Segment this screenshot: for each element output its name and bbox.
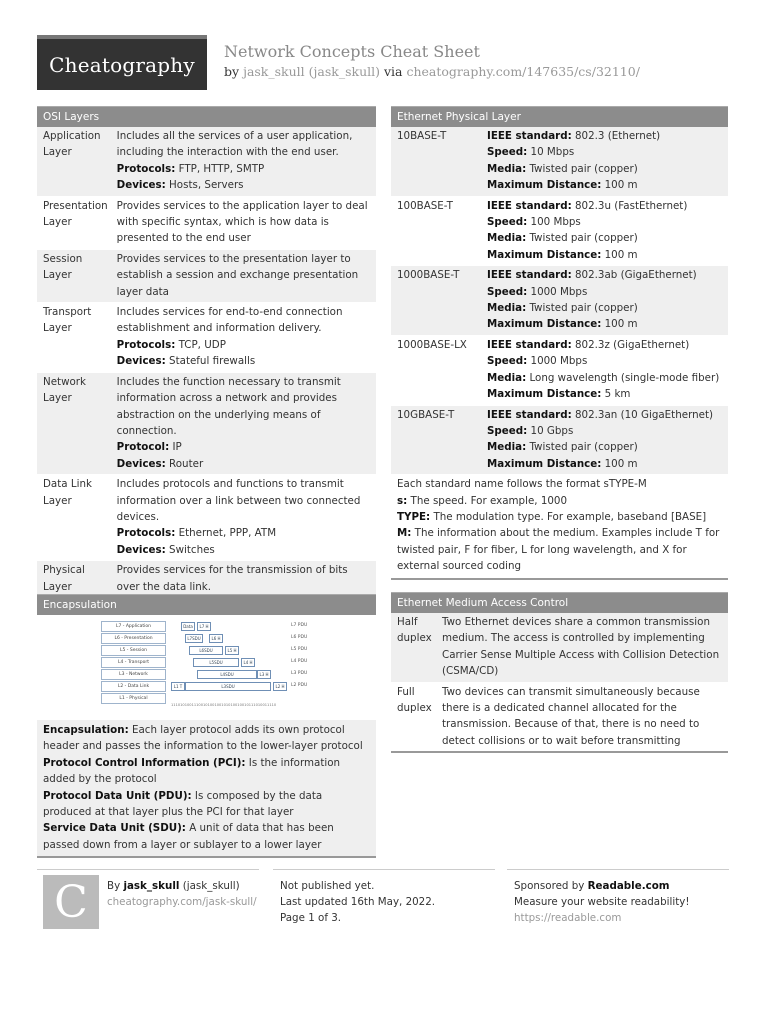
layer-name: Application Layer	[37, 127, 111, 196]
footer-divider	[37, 869, 259, 870]
standard-speed	[487, 353, 725, 369]
footer-author-link[interactable]: jask_skull	[123, 880, 180, 892]
standard-std	[487, 337, 725, 353]
layer-devices	[117, 456, 373, 472]
encapsulation-term-value: Is composed by the data produced at that layer plus the PCI for that layer	[43, 789, 323, 819]
standard-std	[487, 198, 725, 214]
standard-name: 1000BASE-LX	[391, 335, 481, 405]
encapsulation-term-key: Protocol Control Information (PCI):	[43, 756, 246, 769]
page-number: Page 1 of 3.	[280, 912, 342, 925]
standard-max-value: 5 km	[601, 388, 631, 401]
encapsulation-term-key: Service Data Unit (SDU):	[43, 822, 186, 835]
layer-devices-key: Devices:	[116, 457, 166, 470]
standard-max-label: Maximum Distance:	[487, 388, 602, 401]
standard-speed-value: 1000 Mbps	[527, 285, 588, 298]
mac-row	[391, 682, 728, 752]
layer-devices-value: Router	[165, 457, 204, 470]
layer-protocols-value: IP	[169, 441, 182, 454]
layer-name: Data Link Layer	[37, 475, 111, 561]
standard-details	[481, 196, 728, 266]
encapsulation-term-key: Encapsulation:	[43, 724, 129, 736]
cheatography-c-logo[interactable]: C	[43, 875, 99, 929]
layer-details	[111, 249, 376, 302]
section-title: Encapsulation	[37, 594, 376, 615]
standard-max-value: 100 m	[601, 318, 638, 331]
standard-max	[487, 316, 725, 332]
standard-std-value: 802.3z (GigaEthernet)	[571, 338, 690, 351]
diagram-layer-label: L6 - Presentation	[101, 633, 166, 644]
layer-devices	[117, 353, 373, 369]
layer-devices-key: Devices:	[116, 355, 166, 368]
standard-media	[487, 439, 725, 455]
diagram-pdu-label: L2 PDU	[291, 683, 308, 688]
layer-protocols	[117, 525, 373, 541]
layer-name: Presentation Layer	[37, 196, 111, 249]
layer-description: Includes the function necessary to transmit information across a network and provides abstraction on the underlying means of connection.	[116, 375, 341, 437]
layer-details	[111, 372, 376, 474]
note-intro: Each standard name follows the format sTYPE-M	[397, 478, 647, 491]
osi-row	[37, 372, 376, 474]
note-m: M: The information about the medium. Examples include T for twisted pair, F for fiber, L for long wavelength, and X for external sourced coding	[397, 527, 720, 573]
standard-max-label: Maximum Distance:	[487, 248, 602, 261]
diagram-pdu-block: L3SDU	[185, 682, 271, 691]
diagram-pdu-block: L7SDU	[185, 634, 203, 643]
standard-max-label: Maximum Distance:	[487, 457, 602, 470]
diagram-pdu-block: L3 H	[257, 670, 271, 679]
standard-speed-value: 1000 Mbps	[527, 355, 588, 368]
diagram-layer-label: L5 - Session	[101, 645, 166, 656]
encapsulation-term-value: Is the information added by the protocol	[43, 756, 341, 786]
standard-media-value: Twisted pair (copper)	[526, 162, 638, 175]
diagram-pdu-block: L7 H	[197, 622, 211, 631]
diagram-pdu-block: L6SDU	[189, 646, 223, 655]
page-title: Network Concepts Cheat Sheet	[224, 42, 480, 61]
ethernet-standard-row	[391, 335, 728, 405]
standard-speed	[487, 144, 725, 160]
section-title: OSI Layers	[37, 106, 376, 127]
diagram-pdu-block: L5SDU	[193, 658, 239, 667]
standard-speed	[487, 423, 725, 439]
ethernet-physical-section	[391, 106, 728, 580]
layer-name: Session Layer	[37, 249, 111, 302]
diagram-pdu-label: L4 PDU	[291, 659, 308, 664]
layer-details	[111, 475, 376, 561]
standard-max	[487, 386, 725, 402]
layer-devices-value: Hosts, Servers	[165, 179, 244, 192]
layer-protocols-key: Protocols:	[116, 162, 176, 175]
standard-speed-value: 10 Mbps	[527, 146, 575, 159]
diagram-pdu-block: L6 H	[209, 634, 223, 643]
diagram-pdu-label: L6 PDU	[291, 635, 308, 640]
diagram-layer-label: L3 - Network	[101, 669, 166, 680]
diagram-pdu-block: L5 H	[225, 646, 239, 655]
encapsulation-definitions	[37, 720, 376, 858]
diagram-layer-label: L7 - Application	[101, 621, 166, 632]
encapsulation-term	[43, 820, 370, 853]
published-status: Not published yet.	[280, 880, 375, 892]
layer-protocols	[117, 439, 373, 455]
encapsulation-term-value: A unit of data that has been passed down from a layer or sublayer to a lower layer	[43, 822, 334, 851]
standard-media	[487, 370, 725, 386]
diagram-pdu-label: L3 PDU	[291, 671, 308, 676]
standard-std-label: IEEE standard:	[487, 130, 572, 142]
diagram-pdu-block: L1 T	[171, 682, 185, 691]
diagram-layer-label: L4 - Transport	[101, 657, 166, 668]
standard-std-label: IEEE standard:	[487, 269, 572, 282]
mac-table	[391, 613, 728, 753]
layer-details	[111, 196, 376, 249]
diagram-pdu-block: L2 H	[273, 682, 287, 691]
footer-publication	[280, 878, 435, 927]
standard-details	[481, 127, 728, 196]
osi-row	[37, 475, 376, 561]
osi-table	[37, 127, 376, 632]
layer-devices-key: Devices:	[116, 179, 166, 192]
duplex-description: Two devices can transmit simultaneously because there is a dedicated channel allocated for the transmission. Because of that, there is no need to detect collisions or to wait before transmitting	[436, 682, 728, 752]
layer-description: Includes all the services of a user application, including the interaction with the end user.	[116, 130, 353, 159]
layer-protocols-value: TCP, UDP	[175, 338, 226, 351]
layer-devices-key: Devices:	[116, 543, 166, 556]
standard-std-value: 802.3an (10 GigaEthernet)	[571, 408, 714, 421]
standard-speed-label: Speed:	[487, 424, 528, 437]
sponsor-tagline: Measure your website readability!	[514, 896, 690, 909]
layer-description: Provides services to the presentation layer to establish a session and exchange presentation layer data	[116, 252, 359, 298]
layer-description: Provides services to the application layer to deal with specific syntax, which is how data is presented to the end user	[116, 199, 368, 245]
standard-details	[481, 405, 728, 474]
standard-std	[487, 267, 725, 283]
standard-max-label: Maximum Distance:	[487, 179, 602, 192]
standard-media-label: Media:	[487, 162, 527, 175]
osi-layers-section	[37, 106, 376, 632]
encapsulation-term	[43, 755, 370, 788]
byline	[224, 64, 640, 79]
layer-details	[111, 303, 376, 373]
standard-name: 10GBASE-T	[391, 405, 481, 474]
standard-std-value: 802.3 (Ethernet)	[571, 130, 661, 142]
ethernet-standard-row	[391, 266, 728, 336]
footer-sponsor: Sponsored by Readable.com Measure your website readability! https://readable.com	[514, 878, 690, 927]
diagram-pdu-label: L5 PDU	[291, 647, 308, 652]
standard-media-label: Media:	[487, 302, 527, 315]
layer-devices-value: Stateful firewalls	[165, 355, 256, 368]
layer-details	[111, 127, 376, 196]
byline-via: via	[383, 64, 403, 79]
standard-std-label: IEEE standard:	[487, 199, 572, 212]
byline-by: by	[224, 64, 240, 79]
standard-media-label: Media:	[487, 371, 527, 384]
standard-std	[487, 128, 725, 144]
standard-media-label: Media:	[487, 441, 527, 454]
standard-media-value: Twisted pair (copper)	[526, 232, 638, 245]
standard-max	[487, 177, 725, 193]
standard-speed-value: 10 Gbps	[527, 424, 574, 437]
layer-protocols	[117, 161, 373, 177]
last-updated: Last updated 16th May, 2022.	[280, 896, 436, 909]
standard-details	[481, 335, 728, 405]
osi-row	[37, 249, 376, 302]
standard-std-value: 802.3u (FastEthernet)	[571, 199, 688, 212]
diagram-pdu-label: L7 PDU	[291, 623, 308, 628]
duplex-mode: Full duplex	[391, 682, 436, 752]
osi-row	[37, 303, 376, 373]
ethernet-standard-row	[391, 127, 728, 196]
standard-std-value: 802.3ab (GigaEthernet)	[571, 269, 697, 282]
layer-protocols-value: FTP, HTTP, SMTP	[175, 162, 265, 175]
osi-row	[37, 196, 376, 249]
standard-details	[481, 266, 728, 336]
standard-speed	[487, 284, 725, 300]
section-title: Ethernet Medium Access Control	[391, 592, 728, 613]
ethernet-standard-row	[391, 196, 728, 266]
standard-max-value: 100 m	[601, 248, 638, 261]
layer-description: Provides services for the transmission of bits over the data link.	[116, 564, 348, 593]
standard-name: 100BASE-T	[391, 196, 481, 266]
ethernet-mac-section	[391, 592, 728, 753]
layer-description: Includes protocols and functions to transmit information over a link between two connected devices.	[116, 478, 361, 523]
diagram-bitstream: 1110101001110010100100101010010010111010011110	[171, 703, 277, 707]
duplex-description: Two Ethernet devices share a common transmission medium. The access is controlled by implementing Carrier Sense Multiple Access with Collision Detection (CSMA/CD)	[436, 613, 728, 682]
layer-protocols	[117, 337, 373, 353]
section-title: Ethernet Physical Layer	[391, 106, 728, 127]
diagram-layer-label: L1 - Physical	[101, 693, 166, 704]
layer-name: Physical Layer	[37, 561, 111, 631]
layer-protocols-key: Protocols:	[116, 527, 176, 540]
standard-media	[487, 300, 725, 316]
standard-speed-label: Speed:	[487, 355, 528, 368]
standard-media	[487, 230, 725, 246]
standard-speed-label: Speed:	[487, 285, 528, 298]
standard-speed	[487, 214, 725, 230]
note-type: TYPE: The modulation type. For example, baseband [BASE]	[397, 510, 707, 523]
encapsulation-term	[43, 722, 370, 755]
sponsor-url[interactable]: https://readable.com	[514, 912, 622, 925]
ethernet-standard-row	[391, 405, 728, 474]
encapsulation-term-key: Protocol Data Unit (PDU):	[43, 789, 192, 802]
standard-max-value: 100 m	[601, 457, 638, 470]
ethernet-physical-table	[391, 127, 728, 474]
standard-speed-label: Speed:	[487, 216, 528, 229]
layer-protocols-key: Protocols:	[116, 338, 176, 351]
layer-protocols-key: Protocol:	[116, 441, 170, 454]
encapsulation-term-value: Each layer protocol adds its own protocol header and passes the information to the lower-layer protocol	[43, 724, 363, 753]
standard-media-label: Media:	[487, 232, 527, 245]
encapsulation-figure	[101, 621, 311, 707]
standard-std-label: IEEE standard:	[487, 338, 572, 351]
duplex-mode: Half duplex	[391, 613, 436, 682]
sponsor-link[interactable]: Readable.com	[587, 880, 670, 892]
diagram-layer-label: L2 - Data Link	[101, 681, 166, 692]
footer-author-url[interactable]: cheatography.com/jask-skull/	[107, 896, 257, 909]
footer-divider	[273, 869, 495, 870]
cheatography-logo[interactable]	[37, 35, 207, 90]
standard-std	[487, 407, 725, 423]
sheet-url-link[interactable]: cheatography.com/147635/cs/32110/	[406, 64, 640, 79]
layer-devices	[117, 542, 373, 558]
diagram-pdu-block: L4SDU	[197, 670, 257, 679]
standard-std-label: IEEE standard:	[487, 408, 572, 421]
author-link[interactable]: jask_skull (jask_skull)	[243, 64, 380, 79]
standard-max	[487, 456, 725, 472]
note-s: s: The speed. For example, 1000	[397, 494, 568, 507]
standard-name: 1000BASE-T	[391, 266, 481, 336]
layer-devices	[117, 177, 373, 193]
osi-row	[37, 127, 376, 196]
standard-media-value: Twisted pair (copper)	[526, 302, 638, 315]
footer-author: By jask_skull (jask_skull) cheatography.com/jask-skull/	[107, 878, 257, 910]
standard-max-value: 100 m	[601, 179, 638, 192]
diagram-pdu-block: Data	[181, 622, 195, 631]
standard-media	[487, 161, 725, 177]
encapsulation-section	[37, 594, 376, 858]
standard-media-value: Long wavelength (single-mode fiber)	[526, 371, 720, 384]
diagram-pdu-block: L4 H	[241, 658, 255, 667]
encapsulation-diagram	[37, 615, 376, 720]
layer-name: Network Layer	[37, 372, 111, 474]
layer-name: Transport Layer	[37, 303, 111, 373]
layer-devices-value: Switches	[165, 543, 215, 556]
standard-name-note	[391, 474, 728, 579]
mac-row	[391, 613, 728, 682]
layer-protocols-value: Ethernet, PPP, ATM	[175, 527, 277, 540]
standard-speed-value: 100 Mbps	[527, 216, 581, 229]
standard-media-value: Twisted pair (copper)	[526, 441, 638, 454]
standard-max-label: Maximum Distance:	[487, 318, 602, 331]
standard-max	[487, 247, 725, 263]
encapsulation-term	[43, 788, 370, 821]
logo-text: Cheatography	[49, 52, 195, 77]
standard-name: 10BASE-T	[391, 127, 481, 196]
standard-speed-label: Speed:	[487, 146, 528, 159]
layer-description: Includes services for end-to-end connection establishment and information delivery.	[116, 306, 343, 335]
footer-divider	[507, 869, 729, 870]
